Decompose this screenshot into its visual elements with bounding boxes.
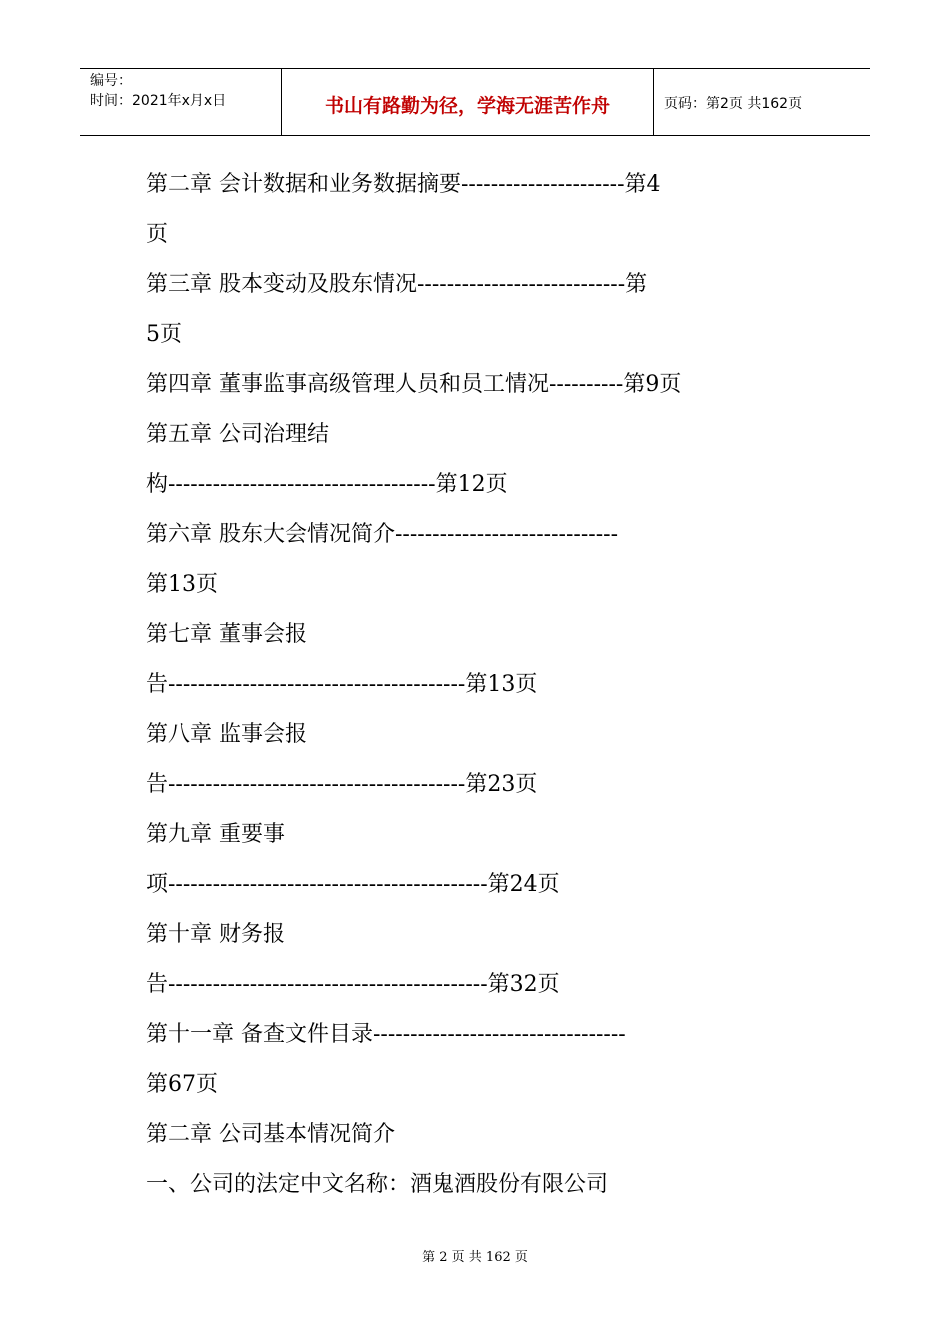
body-paragraph: 一、公司的法定中文名称：酒鬼酒股份有限公司: [146, 1172, 609, 1197]
toc-line: 第九章 重要事: [146, 822, 285, 847]
toc-line: 5页: [146, 322, 182, 347]
header-motto: 书山有路勤为径，学海无涯苦作舟: [282, 69, 654, 135]
toc-line: 告----------------------------------------第23页: [146, 772, 538, 797]
section-heading: 第二章 公司基本情况简介: [146, 1122, 395, 1147]
toc-line: 第二章 会计数据和业务数据摘要----------------------第4: [146, 172, 661, 197]
toc-line: 第八章 监事会报: [146, 722, 307, 747]
toc-line: 告----------------------------------------第13页: [146, 672, 538, 697]
header-page-info: 页码：第2页 共162页: [664, 96, 803, 112]
toc-line: 第13页: [146, 572, 218, 597]
header-meta: [80, 69, 282, 135]
table-of-contents: [146, 160, 806, 1210]
toc-line: 第七章 董事会报: [146, 622, 307, 647]
toc-line: 项-------------------------------------------第24页: [146, 872, 560, 897]
toc-line: 第五章 公司治理结: [146, 422, 329, 447]
document-time-label: 时间：2021年x月x日: [90, 93, 227, 109]
toc-line: 页: [146, 222, 169, 247]
toc-line: 第六章 股东大会情况简介------------------------------: [146, 522, 619, 547]
toc-line: 构------------------------------------第12页: [146, 472, 508, 497]
toc-line: 第十章 财务报: [146, 922, 285, 947]
document-number-label: 编号：: [90, 73, 132, 89]
toc-line: 第十一章 备查文件目录----------------------------------: [146, 1022, 626, 1047]
page-footer: 第 2 页 共 162 页: [422, 1250, 528, 1265]
toc-line: 第三章 股本变动及股东情况----------------------------第: [146, 272, 648, 297]
toc-line: 第四章 董事监事高级管理人员和员工情况----------第9页: [146, 372, 682, 397]
toc-line: 第67页: [146, 1072, 218, 1097]
toc-line: 告-------------------------------------------第32页: [146, 972, 560, 997]
page-header: [80, 68, 870, 136]
